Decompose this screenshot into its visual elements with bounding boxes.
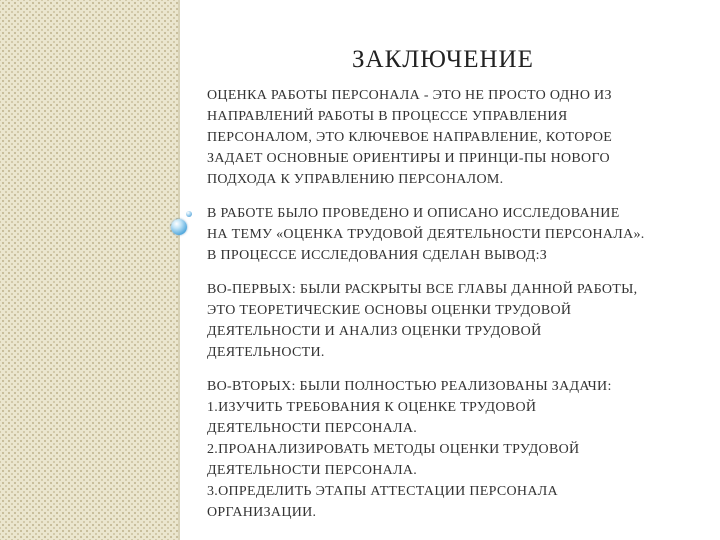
text-line: 3.ОПРЕДЕЛИТЬ ЭТАПЫ АТТЕСТАЦИИ ПЕРСОНАЛА [207,484,558,499]
slide-body [207,85,697,523]
text-line: НА ТЕМУ «ОЦЕНКА ТРУДОВОЙ ДЕЯТЕЛЬНОСТИ ПЕРСОНАЛА». [207,227,645,242]
text-line: ОРГАНИЗАЦИИ. [207,505,317,520]
decorative-side-strip [0,0,178,540]
small-bubble-icon [186,211,192,217]
strip-divider [178,0,180,540]
paragraph-firstly [207,279,697,363]
paragraph-intro [207,85,697,190]
text-line: ДЕЯТЕЛЬНОСТИ И АНАЛИЗ ОЦЕНКИ ТРУДОВОЙ [207,324,542,339]
text-line: В ПРОЦЕССЕ ИССЛЕДОВАНИЯ СДЕЛАН ВЫВОД:З [207,248,548,263]
text-line: 2.ПРОАНАЛИЗИРОВАТЬ МЕТОДЫ ОЦЕНКИ ТРУДОВОЙ [207,442,580,457]
text-line: ДЕЯТЕЛЬНОСТИ. [207,345,325,360]
paragraph-secondly [207,376,697,523]
text-line: 1.ИЗУЧИТЬ ТРЕБОВАНИЯ К ОЦЕНКЕ ТРУДОВОЙ [207,400,537,415]
text-line: ДЕЯТЕЛЬНОСТИ ПЕРСОНАЛА. [207,463,418,478]
text-line: ВО-ПЕРВЫХ: БЫЛИ РАСКРЫТЫ ВСЕ ГЛАВЫ ДАННОЙ РАБОТЫ, [207,282,638,297]
text-line: ЗАДАЕТ ОСНОВНЫЕ ОРИЕНТИРЫ И ПРИНЦИ-ПЫ НОВОГО [207,151,610,166]
text-line: В РАБОТЕ БЫЛО ПРОВЕДЕНО И ОПИСАНО ИССЛЕДОВАНИЕ [207,206,620,221]
bubble-bullet-icon [171,219,187,235]
text-line: ЭТО ТЕОРЕТИЧЕСКИЕ ОСНОВЫ ОЦЕНКИ ТРУДОВОЙ [207,303,572,318]
slide-title: ЗАКЛЮЧЕНИЕ [352,46,534,73]
text-line: ПОДХОДА К УПРАВЛЕНИЮ ПЕРСОНАЛОМ. [207,172,504,187]
text-line: ОЦЕНКА РАБОТЫ ПЕРСОНАЛА - ЭТО НЕ ПРОСТО ОДНО ИЗ [207,88,612,103]
text-line: НАПРАВЛЕНИЙ РАБОТЫ В ПРОЦЕССЕ УПРАВЛЕНИЯ [207,109,568,124]
paragraph-research [207,203,697,266]
text-line: ПЕРСОНАЛОМ, ЭТО КЛЮЧЕВОЕ НАПРАВЛЕНИЕ, КОТОРОЕ [207,130,613,145]
text-line: ВО-ВТОРЫХ: БЫЛИ ПОЛНОСТЬЮ РЕАЛИЗОВАНЫ ЗАДАЧИ: [207,379,612,394]
text-line: ДЕЯТЕЛЬНОСТИ ПЕРСОНАЛА. [207,421,418,436]
